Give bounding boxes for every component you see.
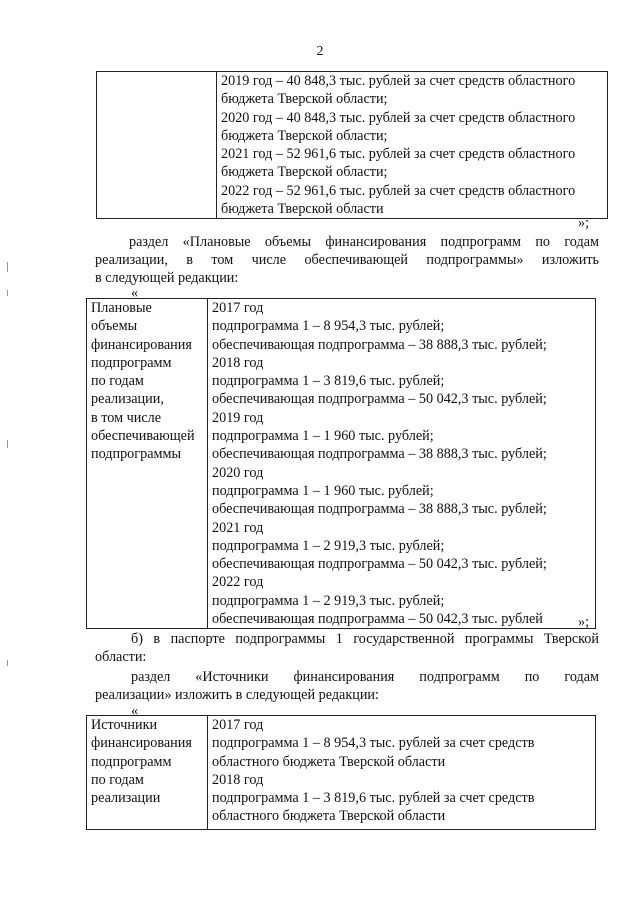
text-line: подпрограмма 1 – 2 919,3 тыс. рублей; — [212, 537, 445, 554]
text-line: 2022 год — [212, 574, 264, 591]
table-cell-heading — [87, 716, 208, 830]
text-line: объемы — [91, 318, 138, 335]
paragraph-line: раздел «Источники финансирования подпрограмм по годам — [131, 669, 599, 685]
paragraph-line: области: — [95, 649, 147, 665]
text-line: 2020 год – 40 848,3 тыс. рублей за счет средств областного — [221, 109, 576, 126]
text-line: подпрограмма 1 – 2 919,3 тыс. рублей; — [212, 592, 445, 609]
table-cell-heading — [87, 299, 208, 629]
text-line: подпрограмм — [91, 753, 172, 770]
page-number: 2 — [316, 44, 324, 59]
opening-quote: « — [131, 703, 139, 719]
text-line: областного бюджета Тверской области — [212, 753, 446, 770]
text-line: реализации — [91, 790, 161, 807]
margin-mark — [7, 262, 8, 272]
opening-quote: « — [131, 285, 139, 301]
text-line: в том числе — [91, 409, 162, 426]
text-line: реализации, — [91, 391, 164, 408]
text-line: подпрограмма 1 – 8 954,3 тыс. рублей; — [212, 318, 445, 335]
closing-quote: »; — [578, 215, 590, 231]
paragraph-line: реализации, в том числе обеспечивающей подпрограммы» изложить — [95, 252, 599, 268]
text-line: по годам — [91, 771, 144, 788]
table-cell-empty — [97, 72, 217, 219]
table-row — [87, 716, 596, 830]
text-line: Источники — [91, 717, 158, 733]
text-line: подпрограмма 1 – 3 819,6 тыс. рублей; — [212, 373, 445, 390]
margin-mark — [7, 660, 8, 666]
table-row — [97, 72, 608, 219]
paragraph-line: реализации» изложить в следующей редакции: — [95, 687, 379, 703]
text-line: 2021 год – 52 961,6 тыс. рублей за счет средств областного — [221, 146, 576, 163]
text-line: подпрограмма 1 – 3 819,6 тыс. рублей за счет средств — [212, 790, 535, 807]
text-line: по годам — [91, 373, 144, 390]
table-financing-volumes — [86, 298, 596, 629]
margin-mark — [7, 440, 8, 448]
table-cell-content — [208, 299, 596, 629]
text-line: 2018 год — [212, 354, 264, 371]
text-line: областного бюджета Тверской области — [212, 808, 446, 825]
text-line: обеспечивающая подпрограмма – 50 042,3 тыс. рублей — [212, 611, 543, 628]
text-line: Плановые — [91, 300, 152, 316]
text-line: подпрограмма 1 – 8 954,3 тыс. рублей за счет средств — [212, 735, 535, 752]
text-line: подпрограммы — [91, 446, 181, 463]
table-cell-content — [208, 716, 596, 830]
text-line: 2022 год – 52 961,6 тыс. рублей за счет средств областного — [221, 182, 576, 199]
text-line: 2021 год — [212, 519, 264, 536]
text-line: обеспечивающая подпрограмма – 50 042,3 тыс. рублей; — [212, 556, 547, 573]
closing-quote: »; — [578, 614, 590, 630]
text-line: обеспечивающая подпрограмма – 38 888,3 тыс. рублей; — [212, 446, 547, 463]
text-line: обеспечивающая подпрограмма – 50 042,3 тыс. рублей; — [212, 391, 547, 408]
table-continuation — [96, 71, 608, 219]
text-line: подпрограмма 1 – 1 960 тыс. рублей; — [212, 428, 434, 445]
text-line: обеспечивающей — [91, 428, 195, 445]
text-line: 2020 год — [212, 464, 264, 481]
text-line: обеспечивающая подпрограмма – 38 888,3 тыс. рублей; — [212, 336, 547, 353]
text-line: финансирования — [91, 336, 192, 353]
text-line: 2017 год — [212, 717, 264, 733]
text-line: 2019 год – 40 848,3 тыс. рублей за счет средств областного — [221, 73, 576, 89]
text-line: обеспечивающая подпрограмма – 38 888,3 тыс. рублей; — [212, 501, 547, 518]
text-line: 2017 год — [212, 300, 264, 316]
paragraph-line: б) в паспорте подпрограммы 1 государственной программы Тверской — [131, 631, 599, 647]
table-financing-sources — [86, 715, 596, 830]
text-line: бюджета Тверской области; — [221, 91, 388, 108]
table-row — [87, 299, 596, 629]
paragraph-line: раздел «Плановые объемы финансирования подпрограмм по годам — [129, 234, 599, 250]
margin-mark — [7, 290, 8, 296]
text-line: подпрограмм — [91, 354, 172, 371]
text-line: бюджета Тверской области — [221, 201, 384, 218]
text-line: финансирования — [91, 735, 192, 752]
paragraph-line: в следующей редакции: — [95, 270, 239, 286]
table-cell-content — [217, 72, 608, 219]
text-line: подпрограмма 1 – 1 960 тыс. рублей; — [212, 482, 434, 499]
text-line: 2018 год — [212, 771, 264, 788]
text-line: бюджета Тверской области; — [221, 127, 388, 144]
text-line: 2019 год — [212, 409, 264, 426]
text-line: бюджета Тверской области; — [221, 164, 388, 181]
